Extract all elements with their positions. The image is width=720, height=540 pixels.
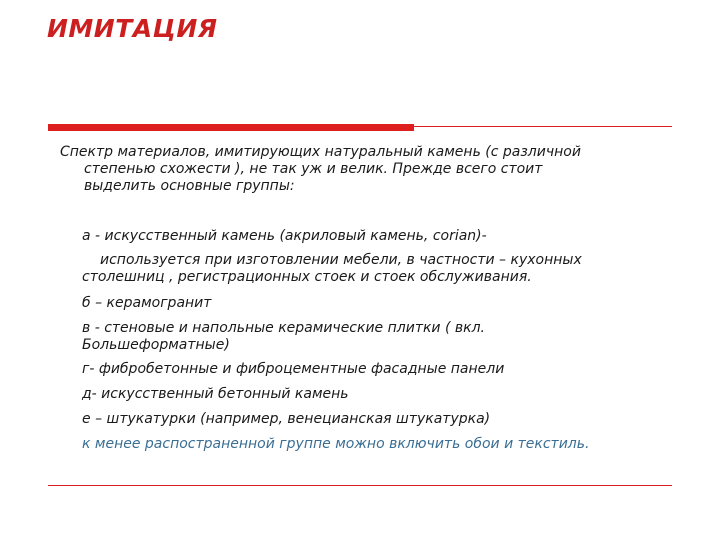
bottom-divider: [48, 485, 672, 486]
item-g: г- фибробетонные и фиброцементные фасадные панели: [82, 361, 505, 377]
note-line: к менее распостраненной группе можно включить обои и текстиль.: [82, 436, 590, 452]
item-v-line-1: в - стеновые и напольные керамические плитки ( вкл.: [82, 320, 485, 336]
intro-line-1: Спектр материалов, имитирующих натуральный камень (с различной: [60, 144, 581, 160]
item-b: б – керамогранит: [82, 295, 212, 311]
item-e: е – штукатурки (например, венецианская штукатурка): [82, 411, 491, 427]
item-a: [82, 228, 672, 245]
intro-line-2: степенью схожести ), не так уж и велик. Прежде всего стоит: [84, 161, 543, 177]
item-d: д- искусственный бетонный камень: [82, 386, 349, 402]
intro-paragraph: [60, 144, 670, 195]
item-a-line-2: используется при изготовлении мебели, в частности – кухонных: [100, 252, 582, 268]
intro-line-3: выделить основные группы:: [84, 178, 295, 194]
item-v-line-2: Большеформатные): [82, 337, 230, 353]
item-v: [82, 320, 642, 354]
item-a-continuation: [82, 252, 672, 286]
item-a-line-1: а - искусственный камень (акриловый камень, corian)-: [82, 228, 487, 244]
slide-title: ИМИТАЦИЯ: [47, 14, 218, 43]
item-a-line-3: столешниц , регистрационных стоек и стоек обслуживания.: [82, 269, 532, 285]
